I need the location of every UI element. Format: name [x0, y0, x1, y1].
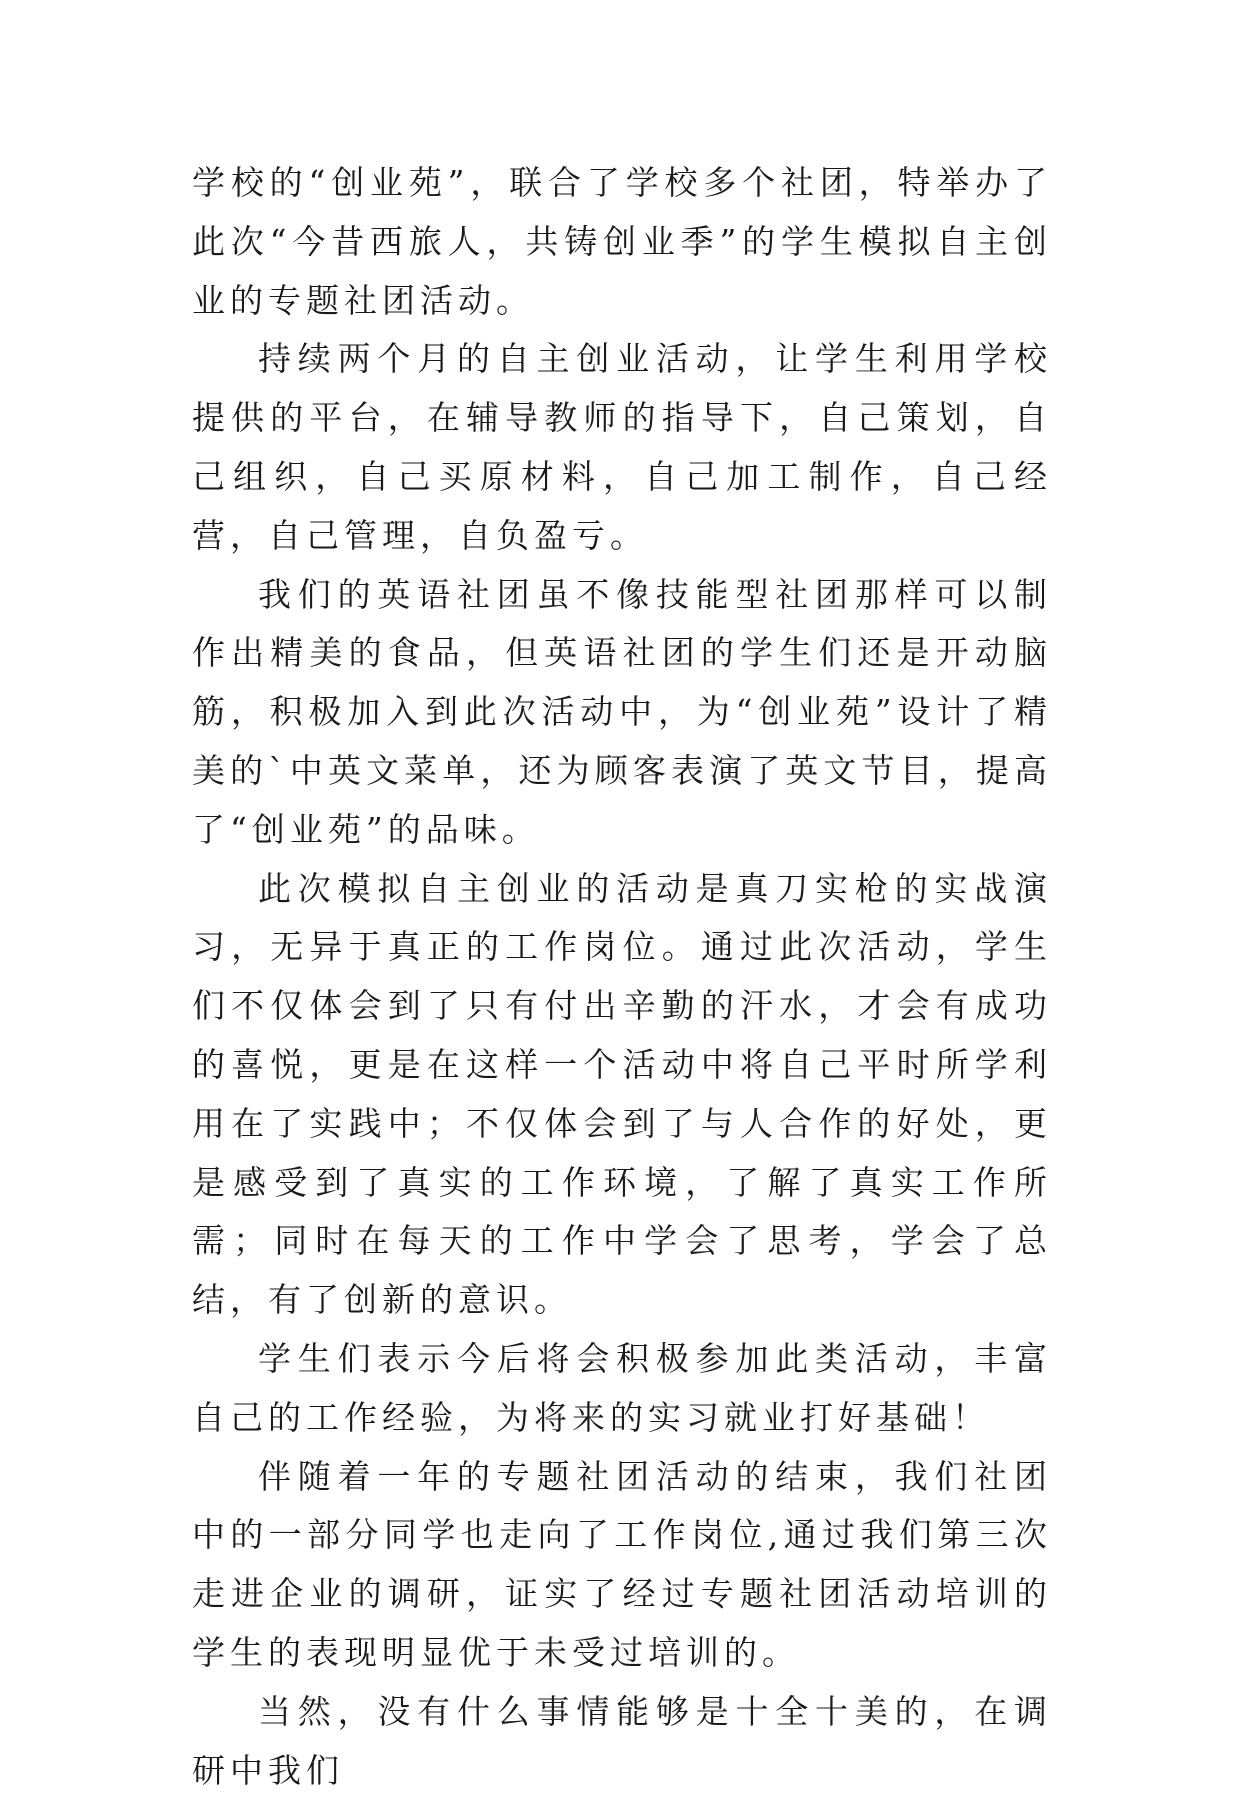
paragraph-4: 此次模拟自主创业的活动是真刀实枪的实战演习，无异于真正的工作岗位。通过此次活动，学生们不仅体会到了只有付出辛勤的汗水，才会有成功的喜悦，更是在这样一个活动中将自己平时所学利用在了实践中；不仅体会到了与人合作的好处，更是感受到了真实的工作环境，了解了真实工作所需；同时在每天的工作中学会了思考，学会了总结，有了创新的意识。 — [192, 868, 1052, 1320]
paragraph-3: 我们的英语社团虽不像技能型社团那样可以制作出精美的食品，但英语社团的学生们还是开动脑筋，积极加入到此次活动中，为“创业苑”设计了精美的`中英文菜单，还为顾客表演了英文节目，提高了“创业苑”的品味。 — [192, 574, 1052, 849]
document-body — [192, 154, 1052, 1800]
paragraph-2: 持续两个月的自主创业活动，让学生利用学校提供的平台，在辅导教师的指导下，自己策划，自己组织，自己买原材料，自己加工制作，自己经营，自己管理，自负盈亏。 — [192, 339, 1052, 555]
paragraph-5: 学生们表示今后将会积极参加此类活动，丰富自己的工作经验，为将来的实习就业打好基础！ — [192, 1338, 1052, 1437]
paragraph-7: 当然，没有什么事情能够是十全十美的，在调研中我们 — [192, 1691, 1052, 1790]
paragraph-1: 学校的“创业苑”，联合了学校多个社团，特举办了此次“今昔西旅人，共铸创业季”的学生模拟自主创业的专题社团活动。 — [192, 163, 1052, 320]
paragraph-6: 伴随着一年的专题社团活动的结束，我们社团中的一部分同学也走向了工作岗位,通过我们第三次走进企业的调研，证实了经过专题社团活动培训的学生的表现明显优于未受过培训的。 — [192, 1456, 1052, 1672]
